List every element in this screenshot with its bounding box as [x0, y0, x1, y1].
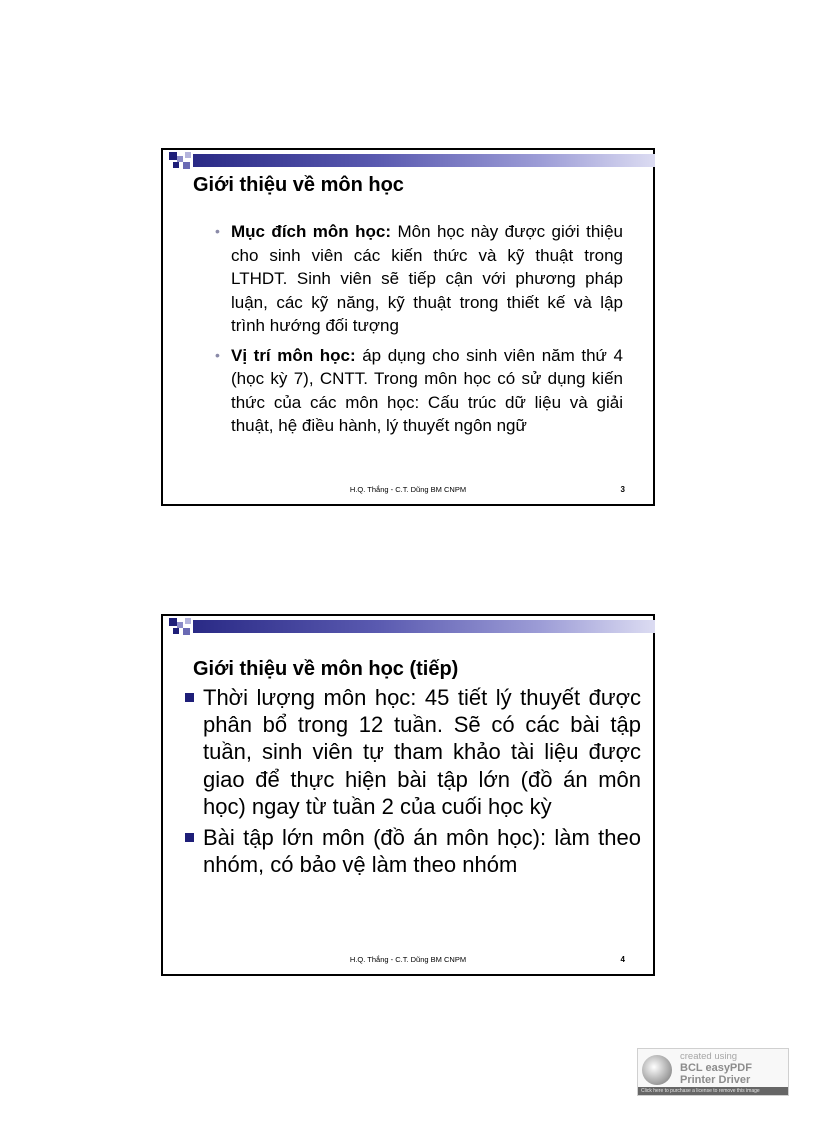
page-number: 3 [620, 485, 625, 494]
item-text: Môn học này được giới thiệu cho sinh viên các kiến thức và kỹ thuật trong LTHDT. Sinh viên sẽ tiếp cận với phương pháp luận, các kỹ năng, kỹ thuật trong thiết kế và lập trình hướng đối tượng [231, 222, 623, 335]
deco-square [185, 152, 191, 158]
list-item [185, 684, 641, 820]
slide-footer: H.Q. Thắng - C.T. Dũng BM CNPM [349, 955, 467, 964]
title-bar [193, 620, 655, 633]
slide-title: Giới thiệu về môn học (tiếp) [193, 658, 459, 680]
square-bullet-icon [185, 833, 194, 842]
slide-4 [161, 614, 655, 976]
badge-purchase-link[interactable]: Click here to purchase a license to remove this image [638, 1087, 788, 1095]
item-text: Bài tập lớn môn (đồ án môn học): làm theo nhóm, có bảo vệ làm theo nhóm [203, 825, 641, 878]
deco-square [185, 618, 191, 624]
slide-title: Giới thiệu về môn học [193, 174, 404, 196]
list-item [185, 824, 641, 878]
list-item [215, 344, 623, 438]
bullet-list [215, 220, 623, 444]
easypdf-badge[interactable] [637, 1048, 789, 1096]
badge-line-1: created using [680, 1051, 738, 1062]
slide-footer: H.Q. Thắng - C.T. Dũng BM CNPM [349, 485, 467, 494]
title-bar [193, 154, 655, 167]
item-heading: Vị trí môn học: [231, 345, 356, 365]
page-number: 4 [620, 955, 625, 964]
deco-square [183, 162, 190, 169]
printer-icon [642, 1055, 672, 1085]
deco-square [173, 628, 179, 634]
bullet-list [185, 684, 641, 882]
slide-header-decoration [163, 616, 657, 642]
list-item [215, 220, 623, 338]
deco-square [183, 628, 190, 635]
square-bullet-icon [185, 693, 194, 702]
deco-square [169, 152, 177, 160]
deco-square [173, 162, 179, 168]
bullet-dot-icon: • [215, 223, 220, 239]
slide-3 [161, 148, 655, 506]
deco-square [169, 618, 177, 626]
item-heading: Mục đích môn học: [231, 222, 392, 241]
badge-line-3: Printer Driver [680, 1074, 751, 1086]
item-text: áp dụng cho sinh viên năm thứ 4 (học kỳ 7), CNTT. Trong môn học có sử dụng kiến thức của các môn học: Cấu trúc dữ liệu và giải thuật, hệ điều hành, lý thuyết ngôn ngữ [231, 345, 623, 435]
slide-header-decoration [163, 150, 657, 176]
badge-line-2: BCL easyPDF [680, 1062, 752, 1074]
item-text: Thời lượng môn học: 45 tiết lý thuyết được phân bổ trong 12 tuần. Sẽ có các bài tập tuần, sinh viên tự tham khảo tài liệu được giao để thực hiện bài tập lớn (đồ án môn học) ngay từ tuần 2 của cuối học kỳ [203, 685, 641, 819]
bullet-dot-icon: • [215, 346, 220, 363]
